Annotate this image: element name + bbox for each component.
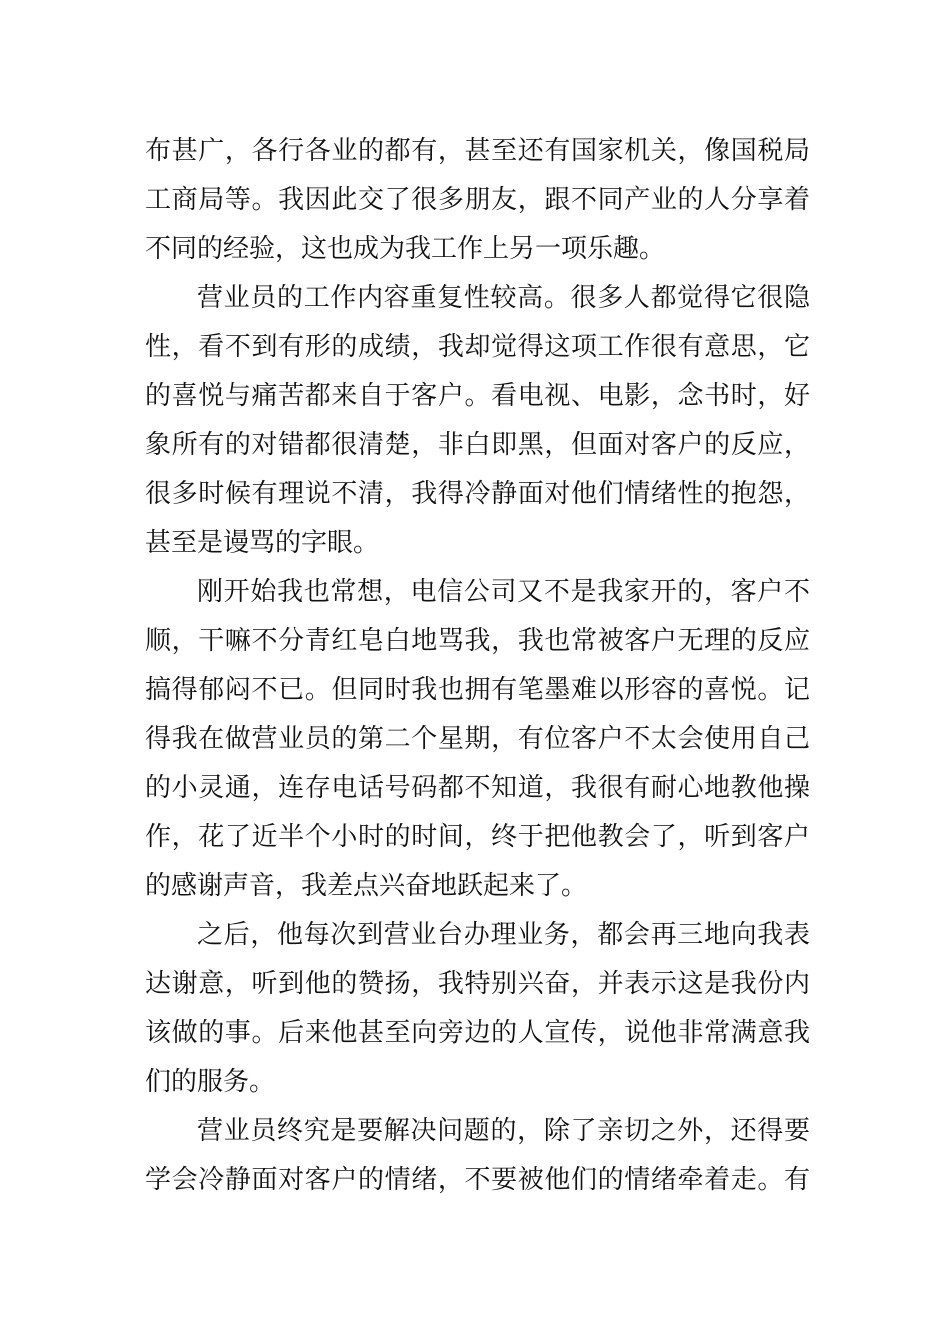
text-line: 该做的事。后来他甚至向旁边的人宣传，说他非常满意我 — [145, 1018, 810, 1048]
text-line: 搞得郁闷不已。但同时我也拥有笔墨难以形容的喜悦。记 — [145, 675, 810, 705]
text-line: 得我在做营业员的第二个星期，有位客户不太会使用自己 — [145, 724, 810, 754]
paragraph-first-line: 之后，他每次到营业台办理业务，都会再三地向我表 — [197, 920, 810, 950]
text-line: 顺，干嘛不分青红皂白地骂我，我也常被客户无理的反应 — [145, 626, 810, 656]
text-line: 甚至是谩骂的字眼。 — [145, 528, 380, 558]
text-line: 学会冷静面对客户的情绪，不要被他们的情绪牵着走。有 — [145, 1165, 810, 1195]
text-line: 不同的经验，这也成为我工作上另一项乐趣。 — [145, 234, 666, 264]
text-line: 的感谢声音，我差点兴奋地跃起来了。 — [145, 871, 588, 901]
text-line: 工商局等。我因此交了很多朋友，跟不同产业的人分享着 — [145, 185, 810, 215]
text-line: 性，看不到有形的成绩，我却觉得这项工作很有意思，它 — [145, 332, 810, 362]
body-text — [145, 127, 810, 1205]
text-line: 们的服务。 — [145, 1067, 276, 1097]
text-line: 布甚广，各行各业的都有，甚至还有国家机关，像国税局 — [145, 136, 810, 166]
text-line: 的小灵通，连存电话号码都不知道，我很有耐心地教他操 — [145, 773, 810, 803]
text-line: 的喜悦与痛苦都来自于客户。看电视、电影，念书时，好 — [145, 381, 810, 411]
text-line: 很多时候有理说不清，我得冷静面对他们情绪性的抱怨， — [145, 479, 810, 509]
paragraph-first-line: 营业员终究是要解决问题的，除了亲切之外，还得要 — [197, 1116, 810, 1146]
paragraph-first-line: 刚开始我也常想，电信公司又不是我家开的，客户不 — [197, 577, 810, 607]
text-line: 作，花了近半个小时的时间，终于把他教会了，听到客户 — [145, 822, 810, 852]
text-line: 达谢意，听到他的赞扬，我特别兴奋，并表示这是我份内 — [145, 969, 810, 999]
text-line: 象所有的对错都很清楚，非白即黑，但面对客户的反应， — [145, 430, 810, 460]
paragraph-first-line: 营业员的工作内容重复性较高。很多人都觉得它很隐 — [197, 283, 810, 313]
